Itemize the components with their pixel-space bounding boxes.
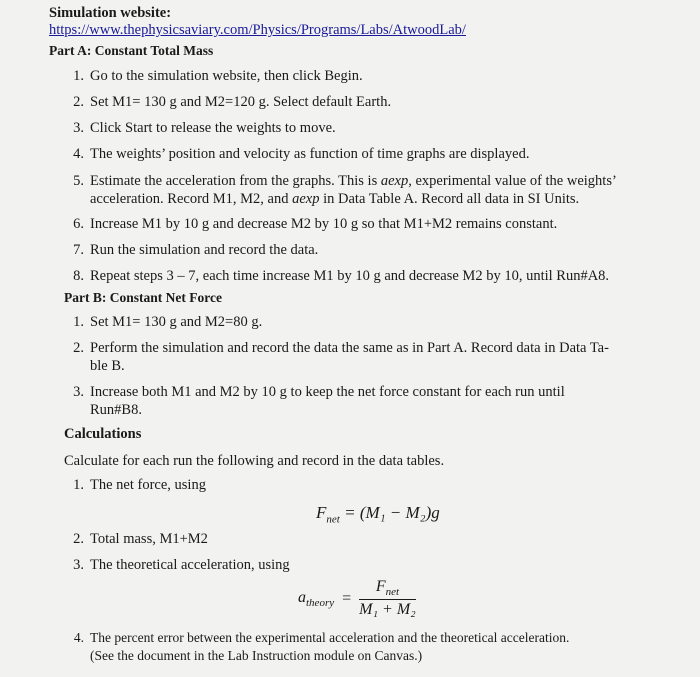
list-item: 5. Estimate the acceleration from the graphs. This is aexp, experimental value of the weights’ (73, 173, 617, 189)
calculations-intro: Calculate for each run the following and record in the data tables. (64, 453, 445, 469)
list-item: 3. The theoretical acceleration, using (73, 557, 290, 573)
list-item: 1. Go to the simulation website, then click Begin. (73, 68, 363, 84)
simulation-link[interactable]: https://www.thephysicsaviary.com/Physics/Programs/Labs/AtwoodLab/ (49, 22, 466, 38)
page-title: Simulation website: (49, 5, 172, 21)
list-item: 1. The net force, using (73, 477, 206, 493)
list-item-continuation: acceleration. Record M1, M2, and aexp in Data Table A. Record all data in SI Units. (90, 191, 580, 207)
list-item: 2. Perform the simulation and record the data the same as in Part A. Record data in Data Ta- (73, 340, 609, 356)
list-item: 3. Increase both M1 and M2 by 10 g to keep the net force constant for each run until (73, 384, 565, 400)
theoretical-acceleration-equation: $a_{theory}$ = $\frac{F_{net}}{\text{M₁ + M₂}}$ (298, 578, 416, 619)
list-item-continuation: ble B. (90, 358, 125, 374)
part-a-heading: Part A: Constant Total Mass (49, 43, 214, 58)
aexp-symbol: aexp (380, 173, 409, 189)
list-item: 1. Set M1= 130 g and M2=80 g. (73, 314, 263, 330)
list-item: 6. Increase M1 by 10 g and decrease M2 by 10 g so that M1+M2 remains constant. (73, 216, 558, 232)
list-item: 4. The weights’ position and velocity as function of time graphs are displayed. (73, 146, 530, 162)
list-item: 2. Set M1= 130 g and M2=120 g. Select default Earth. (73, 94, 392, 110)
net-force-equation: $F_{net} = (M_1 - M_2)g$ (316, 503, 440, 526)
list-item: 2. Total mass, M1+M2 (73, 531, 208, 547)
part-b-heading: Part B: Constant Net Force (64, 290, 222, 305)
calculations-heading: Calculations (64, 426, 142, 442)
list-item: 7. Run the simulation and record the data. (73, 242, 319, 258)
list-item: 3. Click Start to release the weights to move. (73, 120, 336, 136)
list-item: 4. The percent error between the experimental acceleration and the theoretical acceleration. (73, 630, 570, 645)
list-item-continuation: Run#B8. (90, 402, 142, 418)
list-item-continuation: (See the document in the Lab Instruction module on Canvas.) (90, 648, 423, 663)
list-item: 8. Repeat steps 3 – 7, each time increase M1 by 10 g and decrease M2 by 10, until Run#A8. (73, 268, 610, 284)
aexp-symbol: aexp (292, 191, 320, 207)
